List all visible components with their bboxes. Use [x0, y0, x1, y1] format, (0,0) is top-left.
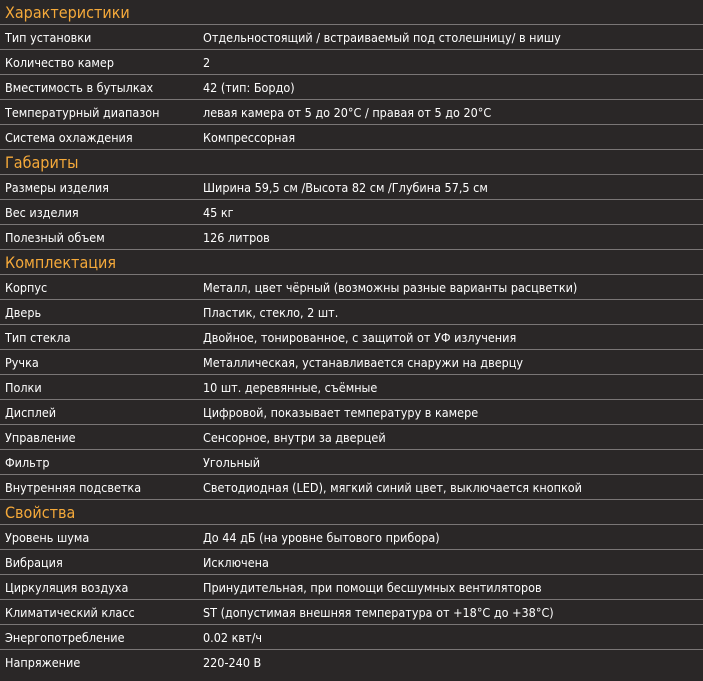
spec-row	[0, 550, 703, 575]
spec-row	[0, 300, 703, 325]
section-title: Свойства	[0, 500, 703, 525]
spec-value: 42 (тип: Бордо)	[203, 79, 295, 95]
spec-value: левая камера от 5 до 20°С / правая от 5 до 20°С	[203, 104, 492, 120]
spec-value: Металлическая, устанавливается снаружи на дверцу	[203, 354, 524, 370]
spec-value: 10 шт. деревянные, съёмные	[203, 379, 378, 395]
spec-value: ST (допустимая внешняя температура от +18°С до +38°С)	[203, 604, 554, 620]
spec-value: Двойное, тонированное, с защитой от УФ излучения	[203, 329, 517, 345]
spec-row	[0, 400, 703, 425]
spec-row	[0, 75, 703, 100]
spec-row	[0, 350, 703, 375]
spec-row	[0, 200, 703, 225]
spec-row	[0, 25, 703, 50]
spec-row	[0, 125, 703, 150]
spec-label: Уровень шума	[5, 529, 90, 545]
spec-value: Пластик, стекло, 2 шт.	[203, 304, 339, 320]
spec-label: Количество камер	[5, 54, 114, 70]
spec-value: Цифровой, показывает температуру в камере	[203, 404, 479, 420]
spec-value: Светодиодная (LED), мягкий синий цвет, выключается кнопкой	[203, 479, 582, 495]
spec-row	[0, 50, 703, 75]
section-title: Характеристики	[0, 0, 703, 25]
section-title: Комплектация	[0, 250, 703, 275]
spec-value: Отдельностоящий / встраиваемый под столешницу/ в нишу	[203, 29, 561, 45]
spec-row	[0, 325, 703, 350]
spec-row	[0, 575, 703, 600]
spec-label: Фильтр	[5, 454, 50, 470]
spec-label: Вместимость в бутылках	[5, 79, 154, 95]
spec-value: Исключена	[203, 554, 269, 570]
spec-row	[0, 525, 703, 550]
spec-label: Дисплей	[5, 404, 57, 420]
spec-label: Вибрация	[5, 554, 63, 570]
spec-value: Принудительная, при помощи бесшумных вентиляторов	[203, 579, 542, 595]
spec-label: Размеры изделия	[5, 179, 109, 195]
spec-value: Металл, цвет чёрный (возможны разные варианты расцветки)	[203, 279, 578, 295]
spec-value: 220-240 В	[203, 655, 262, 670]
spec-value: До 44 дБ (на уровне бытового прибора)	[203, 529, 440, 545]
spec-row	[0, 450, 703, 475]
spec-value: 0.02 квт/ч	[203, 629, 263, 645]
spec-label: Циркуляция воздуха	[5, 579, 129, 595]
spec-value: Сенсорное, внутри за дверцей	[203, 429, 386, 445]
spec-value: Компрессорная	[203, 129, 296, 145]
spec-label: Климатический класс	[5, 604, 135, 620]
spec-label: Тип установки	[5, 29, 92, 45]
spec-label: Дверь	[5, 304, 42, 320]
spec-value: 2	[203, 54, 211, 70]
spec-row	[0, 100, 703, 125]
spec-label: Тип стекла	[5, 329, 71, 345]
spec-label: Корпус	[5, 279, 48, 295]
spec-row	[0, 375, 703, 400]
spec-label: Вес изделия	[5, 204, 79, 220]
spec-value: 126 литров	[203, 229, 270, 245]
spec-label: Система охлаждения	[5, 129, 133, 145]
spec-row	[0, 225, 703, 250]
spec-label: Управление	[5, 429, 76, 445]
spec-value: 45 кг	[203, 204, 234, 220]
spec-row	[0, 275, 703, 300]
spec-label: Ручка	[5, 354, 39, 370]
spec-label: Напряжение	[5, 655, 81, 670]
section-title: Габариты	[0, 150, 703, 175]
spec-row	[0, 425, 703, 450]
spec-row	[0, 175, 703, 200]
spec-label: Энергопотребление	[5, 629, 125, 645]
spec-row	[0, 600, 703, 625]
spec-label: Полки	[5, 379, 42, 395]
spec-label: Полезный объем	[5, 229, 105, 245]
spec-label: Температурный диапазон	[5, 104, 160, 120]
spec-row	[0, 475, 703, 500]
spec-label: Внутренняя подсветка	[5, 479, 142, 495]
spec-row	[0, 625, 703, 650]
spec-value: Угольный	[203, 454, 261, 470]
spec-row	[0, 650, 703, 675]
spec-value: Ширина 59,5 см /Высота 82 см /Глубина 57,5 см	[203, 179, 488, 195]
